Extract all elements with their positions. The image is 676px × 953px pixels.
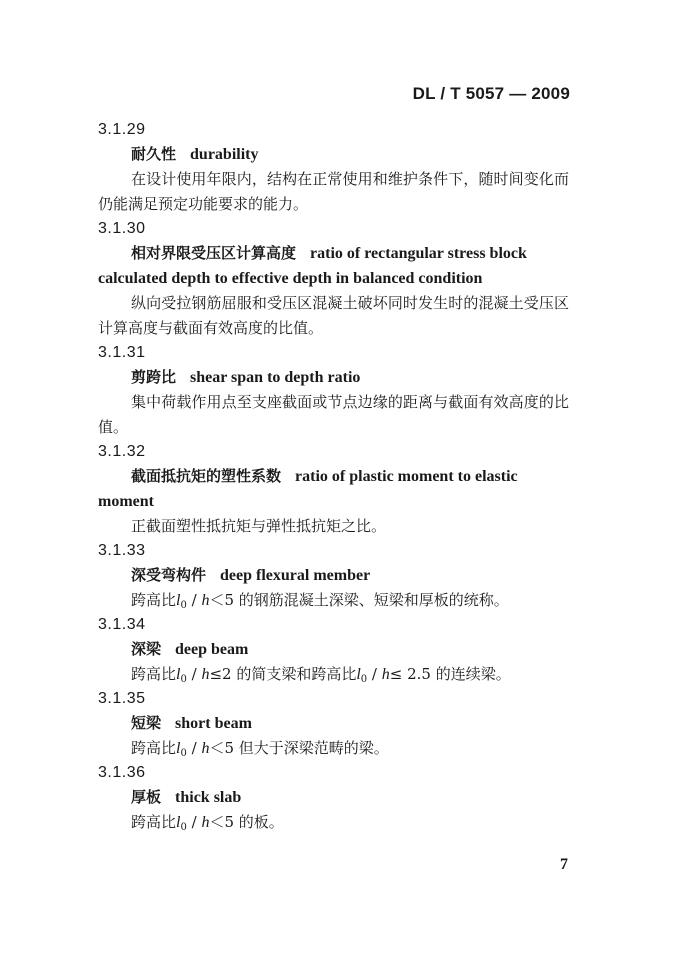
height-var: h [201,666,210,683]
term-en: ratio of plastic moment to elastic [295,468,518,485]
term-definition: 集中荷载作用点至支座截面或节点边缘的距离与截面有效高度的比值。 [98,393,569,436]
term-en-continued: calculated depth to effective depth in balanced condition [98,270,483,287]
clause-number: 3.1.32 [98,443,146,460]
ratio-slash: / [186,591,202,609]
term-heading [98,241,569,291]
span-var: l [176,666,181,683]
ratio-slash: / [186,665,202,683]
span-var: l [176,592,181,609]
span-subscript-b: 0 [360,674,368,685]
term-en: durability [190,146,259,163]
span-subscript: 0 [180,822,187,833]
height-var: h [201,592,210,609]
def-prefix: 跨高比 [131,813,177,831]
span-var: l [176,740,181,757]
ratio-slash: / [186,813,202,831]
term-definition: 在设计使用年限内，结构在正常使用和维护条件下，随时间变化而仍能满足预定功能要求的能力。 [98,170,569,213]
term-zh: 深受弯构件 [131,566,207,584]
page-number: 7 [560,856,568,873]
clause-number: 3.1.30 [98,220,146,237]
term-entry-3-1-31 [98,341,569,440]
term-entry-3-1-30 [98,217,569,341]
term-en: thick slab [175,789,242,806]
term-entry-3-1-36 [98,761,569,835]
term-en: ratio of rectangular stress block [310,245,527,262]
term-entry-3-1-29 [98,118,569,217]
term-definition: 正截面塑性抵抗矩与弹性抵抗矩之比。 [131,517,387,535]
def-suffix: ＜5 的板。 [209,813,284,831]
def-prefix: 跨高比 [131,739,177,757]
height-var: h [201,740,210,757]
term-zh: 剪跨比 [131,368,177,386]
term-heading [98,142,569,167]
def-suffix: ≤ 2.5 的连续梁。 [389,665,511,683]
def-suffix: ＜5 的钢筋混凝土深梁、短梁和厚板的统称。 [209,591,509,609]
clause-number: 3.1.36 [98,764,146,781]
term-zh: 短梁 [131,714,162,732]
clause-number: 3.1.35 [98,690,146,707]
term-en: short beam [175,715,252,732]
span-subscript: 0 [180,748,187,759]
term-heading [98,785,569,810]
term-zh: 相对界限受压区计算高度 [131,244,297,262]
clause-number: 3.1.29 [98,121,146,138]
height-var: h [201,814,210,831]
term-zh: 截面抵抗矩的塑性系数 [131,467,282,485]
term-definition [98,588,569,613]
ratio-slash: / [186,739,202,757]
term-definition: 纵向受拉钢筋屈服和受压区混凝土破坏同时发生时的混凝土受压区计算高度与截面有效高度的比值。 [98,294,569,337]
term-en: shear span to depth ratio [190,369,361,386]
span-subscript: 0 [180,600,187,611]
height-var-b: h [381,666,390,683]
term-heading [98,563,569,588]
span-subscript: 0 [180,674,187,685]
term-zh: 厚板 [131,788,162,806]
term-heading [98,365,569,390]
term-heading [98,711,569,736]
term-entry-3-1-33 [98,539,569,613]
term-definition [98,736,569,761]
def-part2: ≤2 的简支梁和跨高比 [209,665,357,683]
term-en-continued: moment [98,493,154,510]
terms-list [98,118,569,835]
span-var-b: l [356,666,361,683]
term-heading [98,464,569,514]
term-entry-3-1-35 [98,687,569,761]
clause-number: 3.1.31 [98,344,146,361]
clause-number: 3.1.33 [98,542,146,559]
def-suffix: ＜5 但大于深梁范畴的梁。 [209,739,389,757]
term-heading [98,637,569,662]
term-en: deep beam [175,641,249,658]
ratio-slash-b: / [367,665,382,683]
term-entry-3-1-32 [98,440,569,539]
clause-number: 3.1.34 [98,616,146,633]
term-zh: 耐久性 [131,145,177,163]
def-prefix: 跨高比 [131,665,177,683]
def-prefix: 跨高比 [131,591,177,609]
term-zh: 深梁 [131,640,162,658]
span-var: l [176,814,181,831]
standard-code-header: DL / T 5057 — 2009 [412,84,570,103]
term-en: deep flexural member [220,567,371,584]
term-definition [98,662,569,687]
term-entry-3-1-34 [98,613,569,687]
term-definition [98,810,569,835]
